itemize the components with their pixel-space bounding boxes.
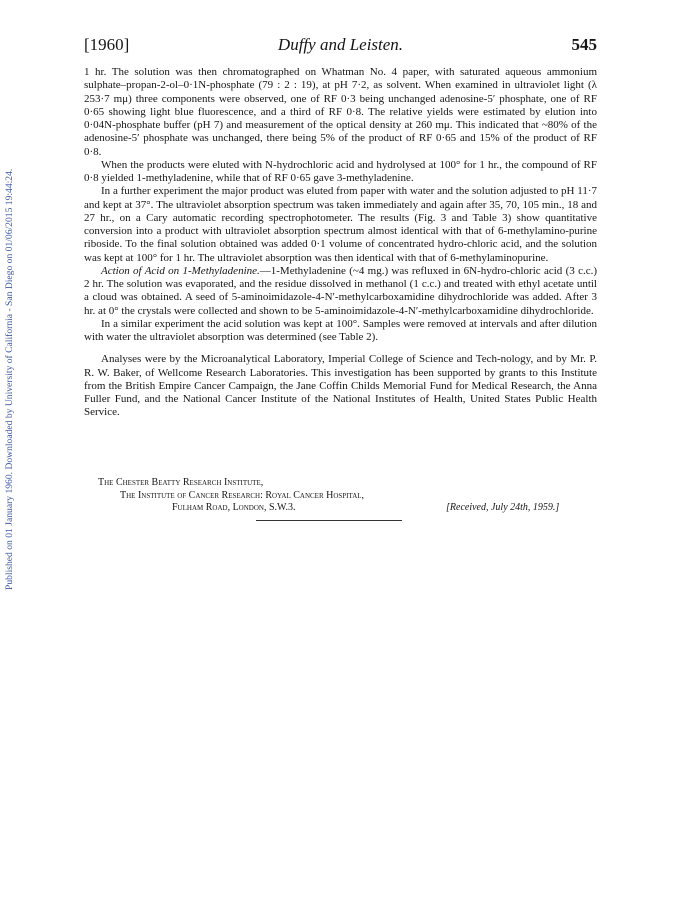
acknowledgement-paragraph: Analyses were by the Microanalytical Laboratory, Imperial College of Science and Tech-nology, and by Mr. P. R. W. Baker, of Wellcome Research Laboratories. This investigation has been supported by grants to this Institute from the British Empire Cancer Campaign, the Jane Coffin Childs Memorial Fund for Medical Research, the Anna Fuller Fund, and the National Cancer Institute of the National Institutes of Health, United States Public Health Service. [84, 353, 597, 419]
address-line: Fulham Road, London, S.W.3. [172, 502, 296, 513]
running-title: Duffy and Leisten. [277, 35, 404, 54]
article-body [84, 66, 597, 420]
address-line: The Institute of Cancer Research: Royal Cancer Hospital, [120, 489, 365, 501]
author-address [98, 477, 598, 515]
address-line-with-date [98, 502, 598, 515]
action-text: —1-Methyladenine (~4 mg.) was refluxed in 6N-hydro-chloric acid (3 c.c.) 2 hr. The solution was evaporated, and the residue dissolved in methanol (1 c.c.) and treated with ethyl acetate until a cloud was obtained. A seed of 5-aminoimidazole-4-N′-methylcarboxamidine dihydrochloride was added. After 3 hr. at 0° the crystals were collected and shown to be 5-aminoimidazole-4-N′-methylcarboxamidine dihydrochloride. [84, 264, 597, 317]
end-rule [256, 520, 402, 521]
download-notice: Published on 01 January 1960. Downloaded by University of California - San Diego on 01/06/2015 19:44:24. [4, 168, 15, 590]
body-paragraph: 1 hr. The solution was then chromatographed on Whatman No. 4 paper, with saturated aqueous ammonium sulphate–propan-2-ol–0·1N-phosphate (79 : 2 : 19), at pH 7·2, as solvent. When examined in ultraviolet light (λ 253·7 mμ) three components were observed, one of RF 0·3 being unchanged adenosine-5′ phosphate, one of RF 0·65 showing light blue fluorescence, and a third of RF 0·8. The relative yields were estimated by elution into 0·04N-phosphate buffer (pH 7) and measurement of the optical density at 260 mμ. This indicated that ~80% of the adenosine-5′ phosphate was unchanged, there being 5% of the product of RF 0·65 and 15% of the product of RF 0·8. [84, 66, 597, 158]
page-header [84, 35, 597, 57]
body-paragraph: In a similar experiment the acid solution was kept at 100°. Samples were removed at intervals and after dilution with water the ultraviolet absorption was determined (see Table 2). [84, 317, 597, 343]
body-paragraph: When the products were eluted with N-hydrochloric acid and hydrolysed at 100° for 1 hr., the compound of RF 0·8 yielded 1-methyladenine, while that of RF 0·65 gave 3-methyladenine. [84, 158, 597, 184]
journal-year: [1960] [84, 35, 130, 54]
download-watermark [3, 90, 17, 590]
action-paragraph [84, 265, 597, 318]
body-paragraph: In a further experiment the major product was eluted from paper with water and the solution adjusted to pH 11·7 and kept at 37°. The ultraviolet absorption spectrum was taken immediately and again after 35, 70, 105 min., 18 and 27 hr., on a Cary automatic recording spectrophotometer. The results (Fig. 3 and Table 3) show quantitative conversion into a product with ultraviolet absorption spectrum almost identical with that of 6-methylamino-purine riboside. To the final solution obtained was added 0·1 volume of concentrated hydro-chloric acid, and the solution was kept at 100° for 1 hr. The ultraviolet absorption was then identical with that of 6-methylaminopurine. [84, 185, 597, 264]
address-line: The Chester Beatty Research Institute, [98, 477, 264, 488]
action-heading: Action of Acid on 1-Methyladenine. [101, 264, 260, 277]
page-number: 545 [571, 35, 597, 54]
received-date: [Received, July 24th, 1959.] [446, 502, 560, 513]
